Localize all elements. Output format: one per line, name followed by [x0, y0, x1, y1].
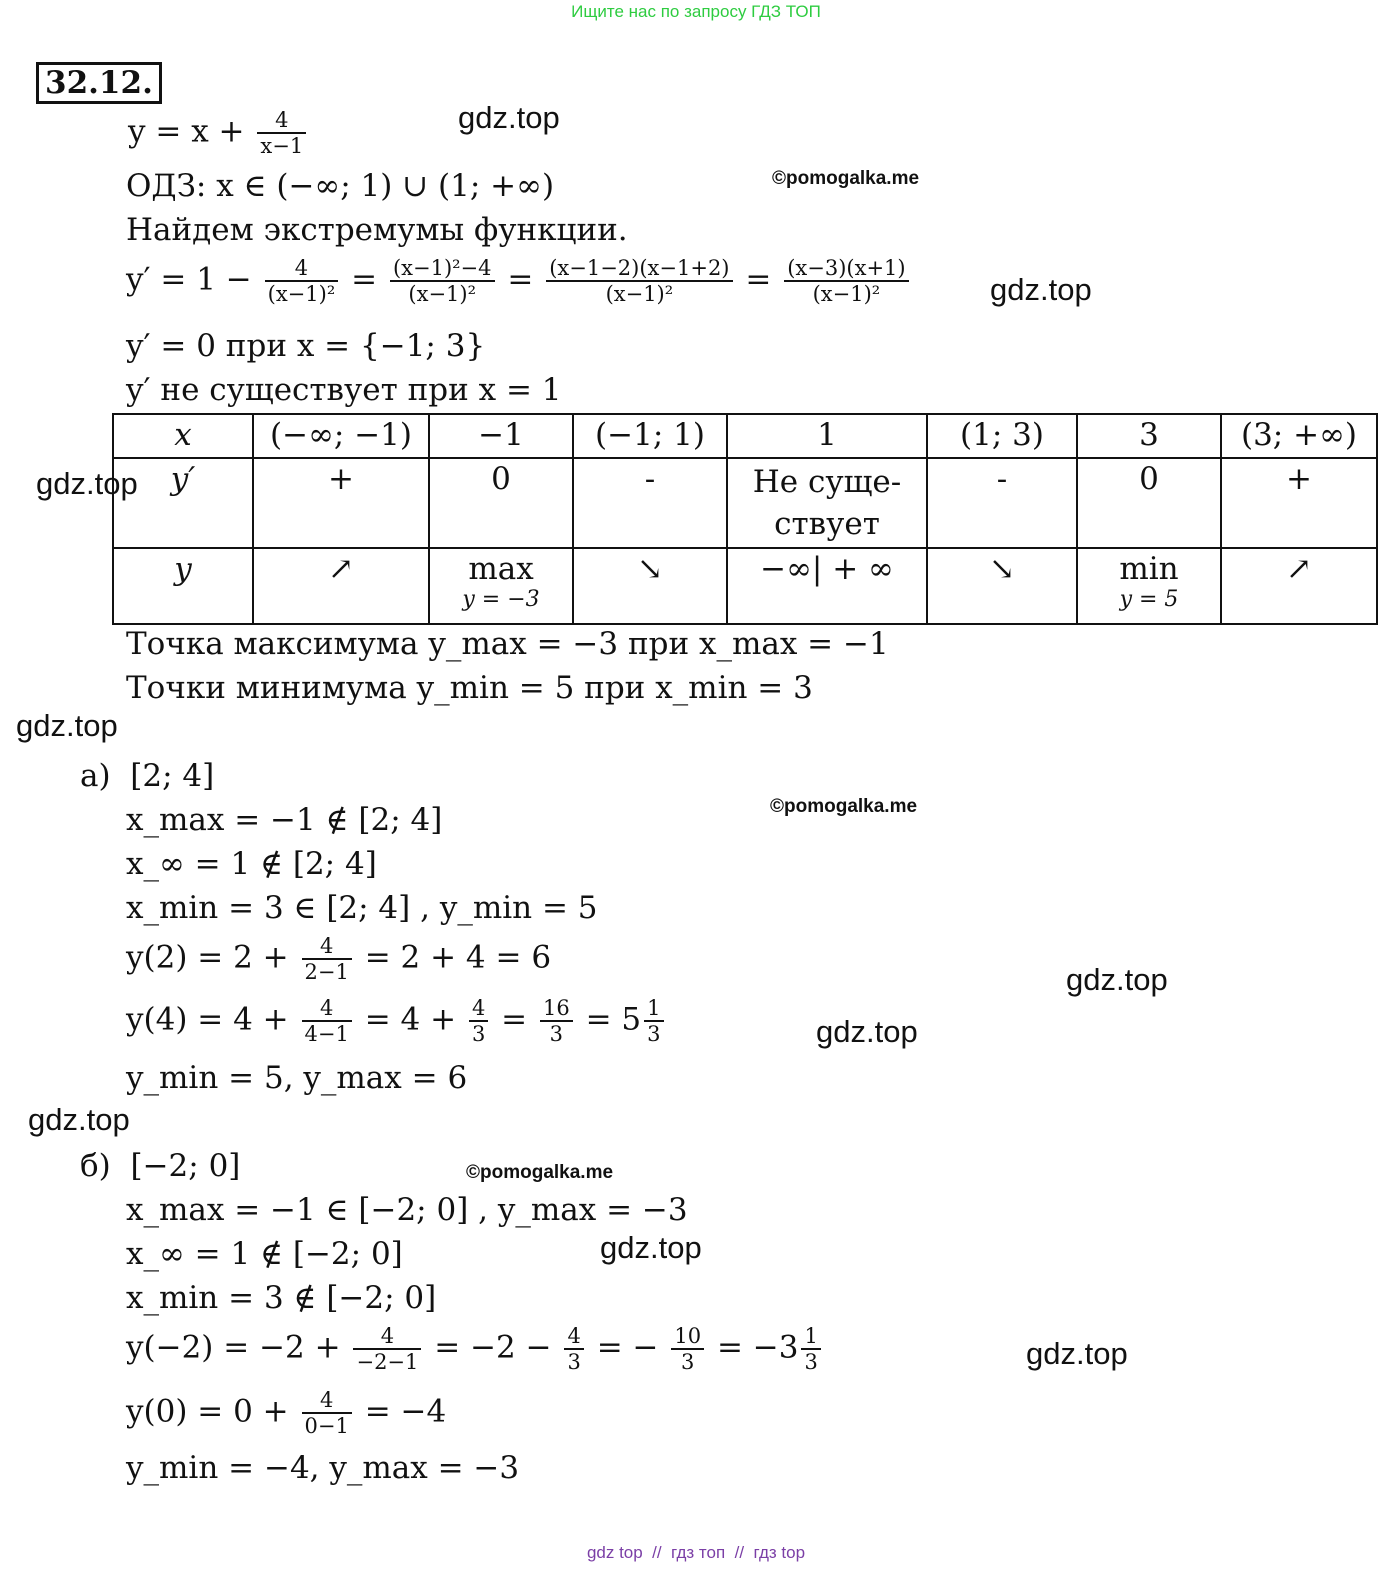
- expr-part: = −2 −: [424, 1329, 562, 1366]
- table-cell: [429, 548, 573, 624]
- expr-part: = −4: [354, 1393, 447, 1430]
- part-a-line-6: y_min = 5, y_max = 6: [126, 1060, 468, 1096]
- function-definition: [128, 108, 309, 158]
- fraction: [302, 996, 352, 1046]
- function-lhs: y = x +: [128, 113, 255, 150]
- table-cell: 0: [429, 458, 573, 548]
- part-b-line-3: x_min = 3 ∉ [−2; 0]: [126, 1280, 437, 1316]
- expr-part: y(4) = 4 +: [126, 1001, 299, 1038]
- fraction-denominator: (x−1)²: [812, 282, 881, 306]
- fraction-denominator: (x−1)²: [408, 282, 477, 306]
- domain-line: ОДЗ: x ∈ (−∞; 1) ∪ (1; +∞): [126, 168, 555, 204]
- gdz-watermark: gdz.top: [458, 100, 560, 135]
- part-b-label: б): [80, 1148, 111, 1184]
- fraction-numerator: 4: [302, 996, 352, 1022]
- table-cell: ↘: [573, 548, 727, 624]
- equals-sign: =: [351, 261, 378, 298]
- gdz-watermark: gdz.top: [28, 1102, 130, 1137]
- table-cell: (3; +∞): [1221, 414, 1377, 458]
- fraction-numerator: 4: [469, 996, 488, 1022]
- fraction-denominator: (x−1)²: [605, 282, 674, 306]
- max-value: y = −3: [462, 587, 540, 612]
- site-header-banner: Ищите нас по запросу ГДЗ ТОП: [571, 2, 821, 21]
- table-cell: x: [113, 414, 253, 458]
- fraction-denominator: (x−1)²: [267, 282, 336, 306]
- problem-number-text: 32.12.: [45, 65, 153, 101]
- expr-part: y(0) = 0 +: [126, 1393, 299, 1430]
- gdz-watermark: gdz.top: [1026, 1336, 1128, 1371]
- part-b-line-1: x_max = −1 ∈ [−2; 0] , y_max = −3: [126, 1192, 688, 1228]
- table-cell: (1; 3): [927, 414, 1077, 458]
- table-cell: Не суще-ствует: [727, 458, 927, 548]
- gdz-watermark: gdz.top: [816, 1014, 918, 1049]
- fraction: [353, 1324, 421, 1374]
- fraction-numerator: (x−1)²−4: [390, 256, 495, 282]
- part-a-line-2: x_∞ = 1 ∉ [2; 4]: [126, 846, 377, 882]
- fraction-numerator: 4: [302, 934, 352, 960]
- fraction-numerator: 4: [265, 256, 339, 282]
- site-footer-links[interactable]: gdz top // гдз топ // гдз top: [586, 1543, 806, 1562]
- problem-number: [36, 62, 162, 104]
- derivative-lhs: y′ = 1 −: [126, 261, 262, 298]
- sign-table: [112, 413, 1378, 625]
- pomogalka-watermark: ©pomogalka.me: [772, 168, 920, 189]
- expr-part: = −: [586, 1329, 669, 1366]
- gdz-watermark: gdz.top: [600, 1230, 702, 1265]
- derivative-zero-line: y′ = 0 при x = {−1; 3}: [126, 328, 486, 364]
- table-cell: y′: [113, 458, 253, 548]
- expr-part: y(−2) = −2 +: [126, 1329, 351, 1366]
- table-cell: (−1; 1): [573, 414, 727, 458]
- gdz-watermark: gdz.top: [1066, 962, 1168, 997]
- gdz-watermark: gdz.top: [990, 272, 1092, 307]
- expr-part: = 2 + 4 = 6: [354, 939, 552, 976]
- table-cell: ↗: [253, 548, 429, 624]
- fraction-numerator: 1: [644, 996, 663, 1022]
- derivative-fraction-4: [784, 256, 908, 306]
- fraction-denominator: 3: [549, 1022, 564, 1046]
- part-a-line-4: [126, 934, 551, 984]
- maximum-conclusion: Точка максимума y_max = −3 при x_max = −1: [126, 626, 889, 662]
- table-row-x: [113, 414, 1377, 458]
- table-row-function: [113, 548, 1377, 624]
- part-a-interval: [2; 4]: [130, 758, 215, 794]
- gdz-watermark: gdz.top: [36, 466, 138, 501]
- fraction: [540, 996, 573, 1046]
- equals-sign: =: [745, 261, 772, 298]
- equals-sign: =: [507, 261, 534, 298]
- part-a-label: а): [80, 758, 111, 794]
- fraction: [302, 1388, 352, 1438]
- find-extrema-line: Найдем экстремумы функции.: [126, 212, 628, 248]
- fraction-numerator: 4: [353, 1324, 421, 1350]
- table-cell: +: [253, 458, 429, 548]
- fraction-denominator: 2−1: [304, 960, 349, 984]
- min-label: min: [1119, 551, 1179, 587]
- derivative-fraction-2: [390, 256, 495, 306]
- derivative-fraction-3: [546, 256, 732, 306]
- table-cell: 1: [727, 414, 927, 458]
- fraction-denominator: 4−1: [304, 1022, 349, 1046]
- table-cell: −1: [429, 414, 573, 458]
- min-value: y = 5: [1119, 587, 1179, 612]
- function-fraction: [257, 108, 306, 158]
- derivative-fraction-1: [265, 256, 339, 306]
- expr-part: = −3: [707, 1329, 799, 1366]
- derivative-line: [126, 256, 912, 306]
- table-cell: 0: [1077, 458, 1221, 548]
- fraction-numerator: (x−3)(x+1): [784, 256, 908, 282]
- fraction: [671, 1324, 704, 1374]
- expr-part: = 5: [575, 1001, 642, 1038]
- expr-part: = 4 +: [354, 1001, 466, 1038]
- expr-part: y(2) = 2 +: [126, 939, 299, 976]
- table-cell: ↗: [1221, 548, 1377, 624]
- fraction-denominator: 3: [471, 1022, 486, 1046]
- fraction-numerator: (x−1−2)(x−1+2): [546, 256, 732, 282]
- fraction-numerator: 1: [801, 1324, 820, 1350]
- part-a-line-3: x_min = 3 ∈ [2; 4] , y_min = 5: [126, 890, 598, 926]
- fraction-denominator: 0−1: [304, 1414, 349, 1438]
- part-a-header: [80, 758, 214, 794]
- table-cell: +: [1221, 458, 1377, 548]
- gdz-watermark: gdz.top: [16, 708, 118, 743]
- pomogalka-watermark: ©pomogalka.me: [770, 796, 918, 817]
- fraction-numerator: 4: [257, 108, 306, 134]
- table-row-derivative: [113, 458, 1377, 548]
- table-cell: -: [927, 458, 1077, 548]
- fraction: [801, 1324, 820, 1374]
- fraction-denominator: 3: [804, 1350, 818, 1374]
- table-cell: y: [113, 548, 253, 624]
- pomogalka-watermark: ©pomogalka.me: [466, 1162, 614, 1183]
- part-b-line-5: [126, 1388, 446, 1438]
- table-cell: [1077, 548, 1221, 624]
- part-a-line-1: x_max = −1 ∉ [2; 4]: [126, 802, 443, 838]
- max-label: max: [468, 551, 534, 587]
- part-b-line-4: [126, 1324, 824, 1374]
- part-b-line-2: x_∞ = 1 ∉ [−2; 0]: [126, 1236, 403, 1272]
- fraction-numerator: 10: [671, 1324, 704, 1350]
- fraction: [564, 1324, 583, 1374]
- fraction-denominator: 3: [567, 1350, 581, 1374]
- table-cell: 3: [1077, 414, 1221, 458]
- fraction-denominator: 3: [681, 1350, 695, 1374]
- part-b-line-6: y_min = −4, y_max = −3: [126, 1450, 520, 1486]
- fraction: [469, 996, 488, 1046]
- table-cell: −∞| + ∞: [727, 548, 927, 624]
- minimum-conclusion: Точки минимума y_min = 5 при x_min = 3: [126, 670, 813, 706]
- part-b-header: [80, 1148, 240, 1184]
- fraction-denominator: 3: [647, 1022, 661, 1046]
- fraction: [644, 996, 663, 1046]
- fraction: [302, 934, 352, 984]
- table-cell: -: [573, 458, 727, 548]
- table-cell: (−∞; −1): [253, 414, 429, 458]
- expr-part: =: [491, 1001, 537, 1038]
- fraction-numerator: 16: [540, 996, 573, 1022]
- part-a-line-5: [126, 996, 667, 1046]
- fraction-denominator: −2−1: [356, 1350, 419, 1374]
- fraction-numerator: 4: [564, 1324, 583, 1350]
- part-b-interval: [−2; 0]: [130, 1148, 241, 1184]
- fraction-denominator: x−1: [260, 134, 304, 158]
- fraction-numerator: 4: [302, 1388, 352, 1414]
- derivative-undefined-line: y′ не существует при x = 1: [126, 372, 562, 408]
- table-cell: ↘: [927, 548, 1077, 624]
